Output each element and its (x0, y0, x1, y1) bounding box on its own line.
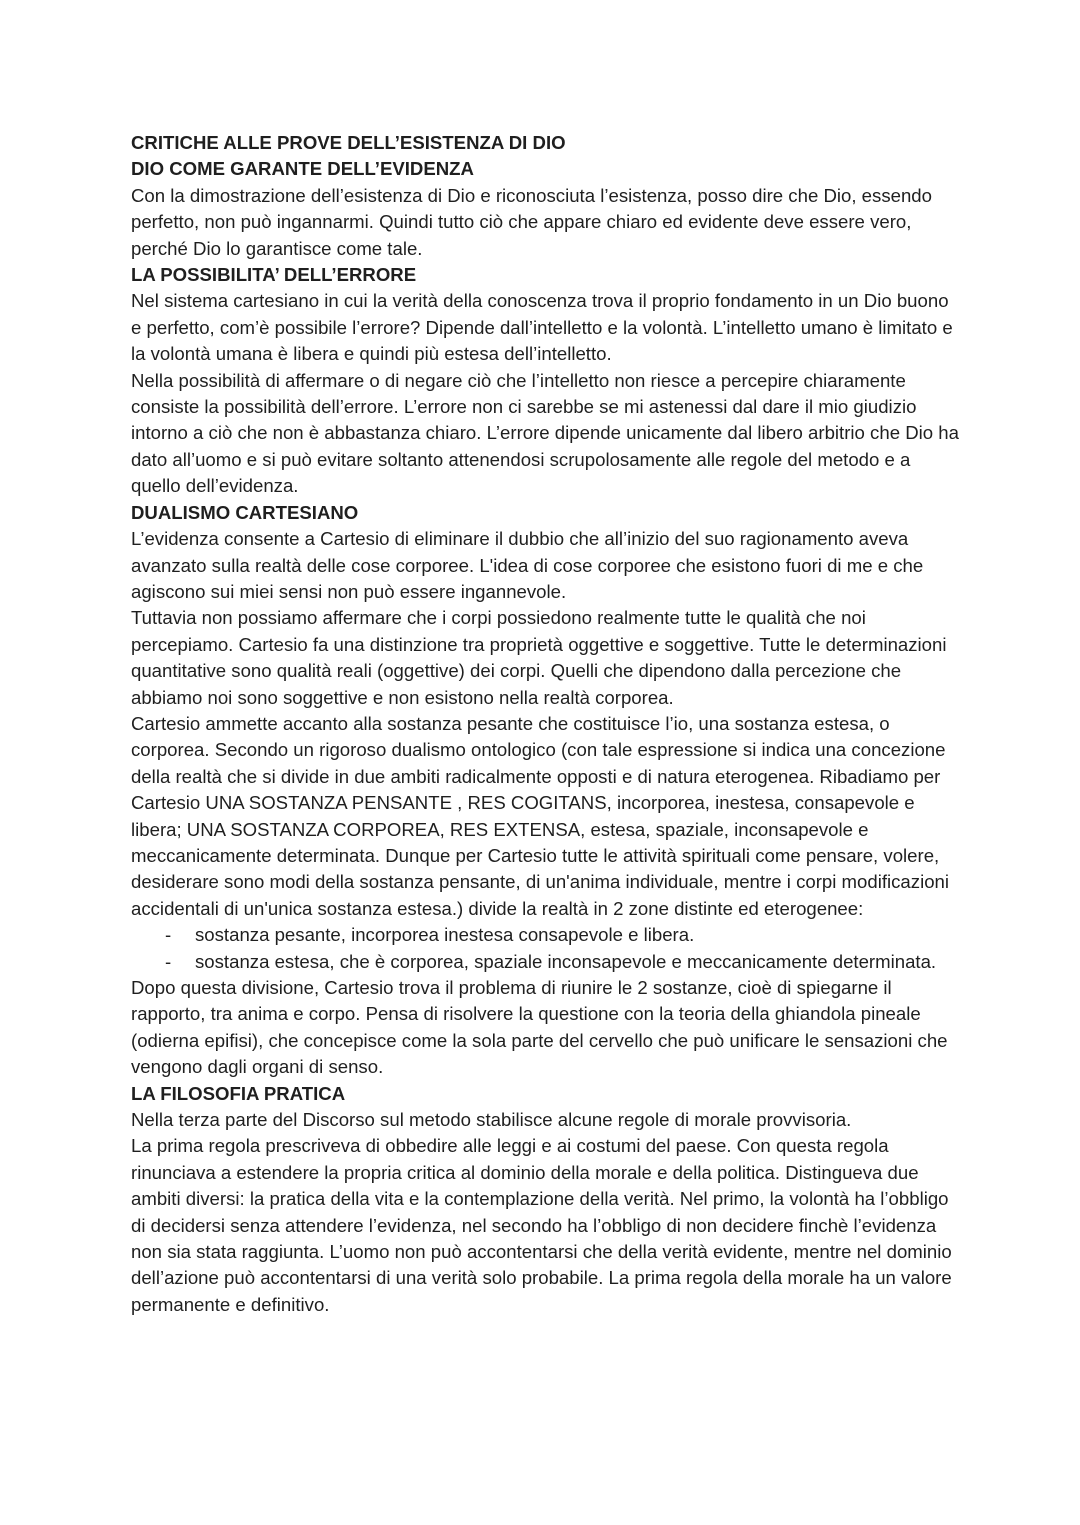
paragraph-dualismo-3: Cartesio ammette accanto alla sostanza pesante che costituisce l’io, una sostanza estesa, o corporea. Secondo un rigoroso dualismo ontologico (con tale espressione si indica una concezione della realtà che si divide in due ambiti radicalmente opposti e di natura eterogenea. Ribadiamo per Cartesio UNA SOSTANZA PENSANTE , RES COGITANS, incorporea, inestesa, consapevole e libera; UNA SOSTANZA CORPOREA, RES EXTENSA, estesa, spaziale, inconsapevole e meccanicamente determinata. Dunque per Cartesio tutte le attività spirituali come pensare, volere, desiderare sono modi della sostanza pensante, di un'anima individuale, mentre i corpi modificazioni accidentali di un'unica sostanza estesa.) divide la realtà in 2 zone distinte ed eterogenee: (131, 712, 950, 919)
section-heading-errore: LA POSSIBILITA’ DELL’ERRORE (131, 264, 417, 286)
list-item-text: sostanza estesa, che è corporea, spaziale inconsapevole e meccanicamente determinata. (195, 950, 937, 972)
paragraph-errore-1: Nel sistema cartesiano in cui la verità della conoscenza trova il proprio fondamento in un Dio buono e perfetto, com’è possibile l’errore? Dipende dall’intelletto e la volontà. L’intelletto umano è limitato e la volontà umana è libera e quindi più estesa dell’intelletto. (131, 290, 953, 365)
paragraph-pratica-2: La prima regola prescriveva di obbedire alle leggi e ai costumi del paese. Con questa regola rinunciava a estendere la propria critica al dominio della morale e della politica. Distingueva due ambiti diversi: la pratica della vita e la contemplazione della verità. Nel primo, la volontà ha l’obbligo di decidersi senza attendere l’evidenza, nel secondo ha l’obbligo di non decidere finchè l’evidenza non sia stata raggiunta. L’uomo non può accontentarsi che della verità evidente, mentre nel dominio dell’azione può accontentarsi di una verità solo probabile. La prima regola della morale ha un valore permanente e definitivo. (131, 1135, 952, 1315)
bullet-dash: - (165, 950, 172, 972)
bullet-dash: - (165, 924, 172, 946)
section-heading-filosofia-pratica: LA FILOSOFIA PRATICA (131, 1082, 346, 1104)
section-heading-dio-garante: DIO COME GARANTE DELL’EVIDENZA (131, 158, 474, 180)
list-item (131, 949, 961, 975)
paragraph-dualismo-4: Dopo questa divisione, Cartesio trova il problema di riunire le 2 sostanze, cioè di spiegarne il rapporto, tra anima e corpo. Pensa di risolvere la questione con la teoria della ghiandola pineale (odierna epifisi), che concepisce come la sola parte del cervello che può unificare le sensazioni che vengono dagli organi di senso. (131, 977, 948, 1078)
paragraph-errore-2: Nella possibilità di affermare o di negare ciò che l’intelletto non riesce a percepire chiaramente consiste la possibilità dell’errore. L’errore non ci sarebbe se mi astenessi dal dare il mio giudizio intorno a ciò che non è abbastanza chiaro. L’errore dipende unicamente dal libero arbitrio che Dio ha dato all’uomo e si può evitare soltanto attenendosi scrupolosamente alle regole del metodo e a quello dell’evidenza. (131, 369, 959, 497)
document-page (131, 130, 961, 1318)
paragraph-dio-garante: Con la dimostrazione dell’esistenza di Dio e riconosciuta l’esistenza, posso dire che Dio, essendo perfetto, non può ingannarmi. Quindi tutto ciò che appare chiaro ed evidente deve essere vero, perché Dio lo garantisce come tale. (131, 184, 932, 259)
list-item (131, 922, 961, 948)
paragraph-pratica-1: Nella terza parte del Discorso sul metodo stabilisce alcune regole di morale provvisoria. (131, 1109, 852, 1131)
bullet-list (131, 922, 961, 975)
paragraph-dualismo-1: L’evidenza consente a Cartesio di eliminare il dubbio che all’inizio del suo ragionamento aveva avanzato sulla realtà delle cose corporee. L'idea di cose corporee che esistono fuori di me e che agiscono sui miei sensi non può essere ingannevole. (131, 528, 924, 602)
paragraph-dualismo-2: Tuttavia non possiamo affermare che i corpi possiedono realmente tutte le qualità che noi percepiamo. Cartesio fa una distinzione tra proprietà oggettive e soggettive. Tutte le determinazioni quantitative sono qualità reali (oggettive) dei corpi. Quelli che dipendono dalla percezione che abbiamo noi sono soggettive e non esistono nella realtà corporea. (131, 607, 947, 708)
section-heading-dualismo: DUALISMO CARTESIANO (131, 501, 359, 523)
section-heading-critiche: CRITICHE ALLE PROVE DELL’ESISTENZA DI DIO (131, 132, 566, 153)
list-item-text: sostanza pesante, incorporea inestesa consapevole e libera. (195, 924, 695, 946)
